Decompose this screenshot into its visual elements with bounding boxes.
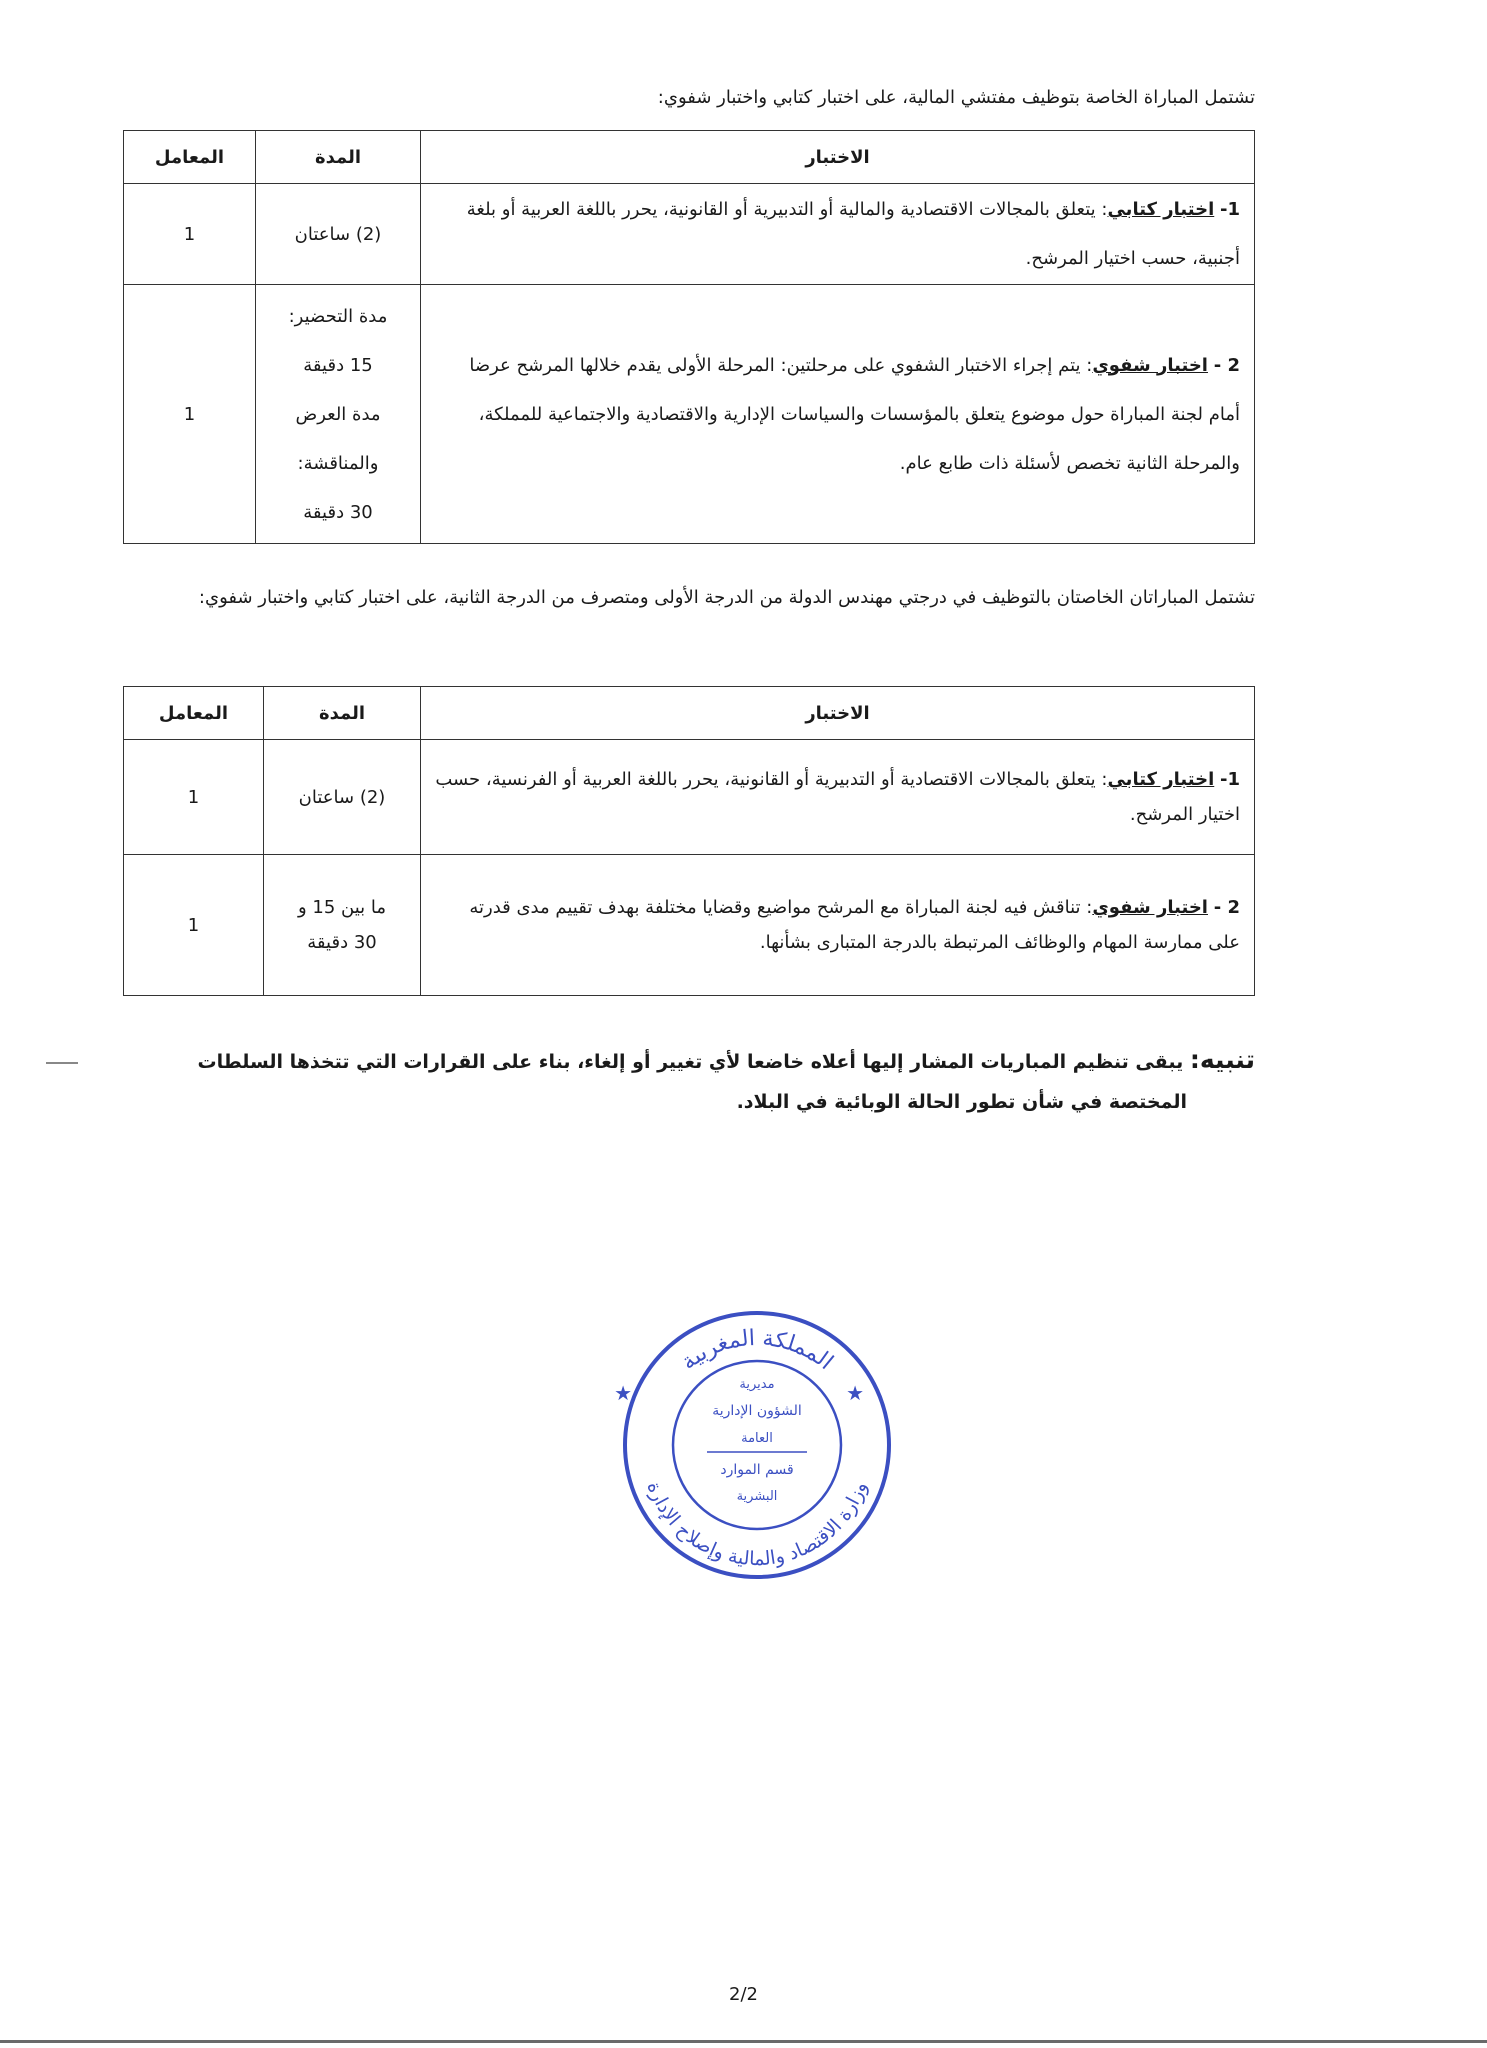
page-number: 2/2 xyxy=(729,1984,758,2005)
stamp-inner-line: مديرية xyxy=(739,1377,775,1392)
table-row-oral xyxy=(124,855,1255,996)
written-test-coefficient: 1 xyxy=(124,184,256,285)
duration-line: 15 دقيقة xyxy=(303,354,373,376)
oral-test-label: اختبار شفوي xyxy=(1092,897,1208,918)
oral-test-coefficient: 1 xyxy=(124,285,256,544)
item-number: 1- xyxy=(1219,199,1240,220)
stamp-inner-line: الشؤون الإدارية xyxy=(712,1403,802,1419)
header-test: الاختبار xyxy=(421,131,1255,184)
stamp-outer-top-text: المملكة المغربية xyxy=(676,1325,838,1376)
stamp-outer-bottom-text: وزارة الاقتصاد والمالية وإصلاح الإدارة xyxy=(642,1478,872,1571)
header-coefficient: المعامل xyxy=(124,131,256,184)
stamp-star-right: ★ xyxy=(846,1381,864,1405)
duration-line: 30 دقيقة xyxy=(307,932,377,953)
written-test-label: اختبار كتابي xyxy=(1107,769,1215,790)
header-coefficient: المعامل xyxy=(124,687,264,740)
written-test-description xyxy=(421,184,1255,285)
duration-line: مدة العرض xyxy=(295,403,381,425)
oral-test-text: : تناقش فيه لجنة المباراة مع المرشح مواضيع وقضايا مختلفة بهدف تقييم مدى قدرته على ممارسة المهام والوظائف المرتبطة بالدرجة المتبارى بشأنها. xyxy=(469,897,1240,953)
table-row-oral xyxy=(124,285,1255,544)
stamp-inner-line: العامة xyxy=(741,1431,773,1446)
header-duration: المدة xyxy=(256,131,421,184)
notice-label: تنبيه: xyxy=(1189,1045,1255,1074)
oral-test-description xyxy=(421,855,1255,996)
oral-test-duration xyxy=(256,285,421,544)
oral-test-label: اختبار شفوي xyxy=(1092,354,1208,376)
oral-test-text: : يتم إجراء الاختبار الشفوي على مرحلتين: المرحلة الأولى يقدم خلالها المرشح عرضا أمام لجنة المباراة حول موضوع يتعلق بالمؤسسات والسياسات الإدارية والاقتصادية والاجتماعية للمملكة، والمرحلة الثانية تخصص لأسئلة ذات طابع عام. xyxy=(469,354,1240,474)
oral-test-coefficient: 1 xyxy=(124,855,264,996)
written-test-coefficient: 1 xyxy=(124,740,264,855)
duration-line: ما بين 15 و xyxy=(297,897,387,918)
notice-line-2: المختصة في شأن تطور الحالة الوبائية في البلاد. xyxy=(736,1091,1187,1113)
notice-block xyxy=(135,1040,1255,1122)
duration-line: والمناقشة: xyxy=(297,452,379,474)
stamp-star-left: ★ xyxy=(614,1381,632,1405)
item-number: 1- xyxy=(1219,769,1240,790)
written-test-text: : يتعلق بالمجالات الاقتصادية والمالية أو التدبيرية أو القانونية، يحرر باللغة العربية أو بلغة أجنبية، حسب اختيار المرشح. xyxy=(466,199,1240,269)
scan-mark xyxy=(46,1062,78,1064)
stamp-inner-line: البشرية xyxy=(736,1489,778,1504)
table-row-written xyxy=(124,740,1255,855)
official-stamp xyxy=(612,1300,902,1590)
table-header-row xyxy=(124,687,1255,740)
oral-test-description xyxy=(421,285,1255,544)
written-test-duration: (2) ساعتان xyxy=(264,740,421,855)
duration-line: مدة التحضير: xyxy=(288,305,388,327)
header-duration: المدة xyxy=(264,687,421,740)
written-test-label: اختبار كتابي xyxy=(1107,199,1215,220)
item-number: 2 - xyxy=(1213,354,1240,376)
exam-table-1 xyxy=(123,130,1255,544)
written-test-duration: (2) ساعتان xyxy=(256,184,421,285)
written-test-text: : يتعلق بالمجالات الاقتصادية أو التدبيرية أو القانونية، يحرر باللغة العربية أو الفرنسية، حسب اختيار المرشح. xyxy=(435,769,1240,825)
scan-edge-line xyxy=(0,2040,1487,2043)
oral-test-duration xyxy=(264,855,421,996)
notice-text-1: يبقى تنظيم المباريات المشار إليها أعلاه خاضعا لأي تغيير أو إلغاء، بناء على القرارات التي تتخذها السلطات xyxy=(197,1051,1184,1073)
exam-table-2 xyxy=(123,686,1255,996)
header-test: الاختبار xyxy=(421,687,1255,740)
stamp-inner-line: قسم الموارد xyxy=(720,1462,794,1478)
table-header-row xyxy=(124,131,1255,184)
item-number: 2 - xyxy=(1213,897,1240,918)
notice-line-1 xyxy=(135,1040,1255,1082)
intro-paragraph-2: تشتمل المباراتان الخاصتان بالتوظيف في درجتي مهندس الدولة من الدرجة الأولى ومتصرف من الدرجة الثانية، على اختبار كتابي واختبار شفوي: xyxy=(198,587,1255,608)
duration-line: 30 دقيقة xyxy=(303,501,373,523)
intro-paragraph-1: تشتمل المباراة الخاصة بتوظيف مفتشي المالية، على اختبار كتابي واختبار شفوي: xyxy=(657,87,1255,108)
written-test-description xyxy=(421,740,1255,855)
table-row-written xyxy=(124,184,1255,285)
